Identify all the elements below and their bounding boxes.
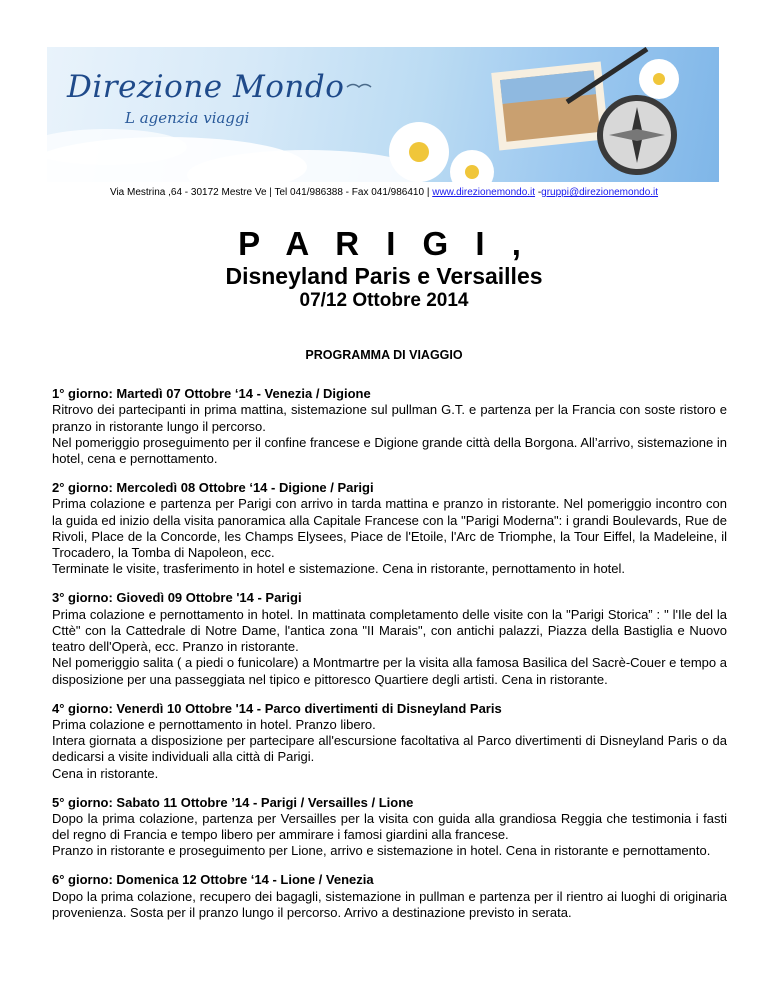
day-paragraph: Dopo la prima colazione, partenza per Versailles per la visita con guida alla grandiosa Reggia che testimonia i fasti del regno di Francia e tempo libero per ammirare i famosi giardini alla francese. xyxy=(52,810,727,843)
colosseum-photo xyxy=(491,61,609,150)
day-block xyxy=(52,701,727,782)
brand-logo: Direzione Mondo xyxy=(67,69,345,105)
page-title: P A R I G I , xyxy=(238,225,530,262)
flower-icon xyxy=(450,150,494,182)
day-paragraph: Prima colazione e pernottamento in hotel. In mattinata completamento delle visite con la "Parigi Storica” : " l'Ile del la Cttè" con la Cattedrale di Notre Dame, l'antica zona "II Marais", con antichi palazzi, Piazza della Bastiglia e Nuovo teatro dell'Operà, ecc. Pranzo in ristorante. xyxy=(52,606,727,655)
trip-dates: 07/12 Ottobre 2014 xyxy=(299,290,469,311)
day-title: 1° giorno: Martedì 07 Ottobre ‘14 - Venezia / Digione xyxy=(52,386,371,401)
day-paragraph: Nel pomeriggio proseguimento per il confine francese e Digione grande città della Borgona. All’arrivo, sistemazione in hotel, cena e pernottamento. xyxy=(52,434,727,467)
email-link[interactable]: gruppi@direzionemondo.it xyxy=(541,187,659,198)
day-title: 3° giorno: Giovedì 09 Ottobre '14 - Parigi xyxy=(52,590,302,606)
website-link[interactable]: www.direzionemondo.it xyxy=(432,187,536,198)
day-paragraph: Prima colazione e pernottamento in hotel. Pranzo libero. xyxy=(52,716,376,732)
day-title: 4° giorno: Venerdì 10 Ottobre '14 - Parco divertimenti di Disneyland Paris xyxy=(52,700,502,716)
section-title: PROGRAMMA DI VIAGGIO xyxy=(305,348,463,362)
flower-icon xyxy=(639,59,679,99)
brand-tagline: L agenzia viaggi xyxy=(125,109,250,127)
day-paragraph: Ritrovo dei partecipanti in prima mattina, sistemazione sul pullman G.T. e partenza per la Francia con soste ristoro e pranzo in ristorante lungo il percorso. xyxy=(52,402,727,434)
day-block xyxy=(52,590,727,688)
day-paragraph: Intera giornata a disposizione per partecipare all'escursione facoltativa al Parco divertimenti di Disneyland Paris o da dedicarsi a visite individuali alla città di Parigi. xyxy=(52,733,727,765)
compass-icon xyxy=(597,95,677,175)
bird-icon xyxy=(347,85,371,88)
day-title: 6° giorno: Domenica 12 Ottobre ‘14 - Lione / Venezia xyxy=(52,872,374,888)
day-paragraph: Terminate le visite, trasferimento in hotel e sistemazione. Cena in ristorante, pernottamento in hotel. xyxy=(52,561,626,577)
page-subtitle: Disneyland Paris e Versailles xyxy=(225,263,543,289)
header-banner xyxy=(47,47,719,182)
flower-icon xyxy=(389,122,449,182)
contact-line xyxy=(0,187,768,198)
day-paragraph: Pranzo in ristorante e proseguimento per Lione, arrivo e sistemazione in hotel. Cena in ristorante e pernottamento. xyxy=(52,843,711,859)
contact-separator: - xyxy=(535,187,542,198)
day-paragraph: Prima colazione e partenza per Parigi con arrivo in tarda mattina e pranzo in ristorante. Nel pomeriggio incontro con la guida ed inizio della visita panoramica alla Capitale Francese con la "Parigi Moderna": i grandi Boulevards, Rue de Rivoli, Place de la Concorde, les Champs Elysees, Piace de l'Etoile, l'Arc de Triomphe, la Tour Eiffel, la Madeleine, il Trocadero, la Tomba di Napoleon, ecc. xyxy=(52,496,727,561)
day-title: 2° giorno: Mercoledì 08 Ottobre ‘14 - Digione / Parigi xyxy=(52,479,374,495)
day-paragraph: Dopo la prima colazione, recupero dei bagagli, sistemazione in pullman e partenza per il rientro ai luoghi di originaria provenienza. Sosta per il pranzo lungo il percorso. Arrivo a destinazione previsto in serata. xyxy=(52,888,727,920)
day-title: 5° giorno: Sabato 11 Ottobre ’14 - Parigi / Versailles / Lione xyxy=(52,794,414,810)
day-block xyxy=(52,872,727,921)
itinerary xyxy=(52,386,727,934)
day-paragraph: Nel pomeriggio salita ( a piedi o funicolare) a Montmartre per la visita alla famosa Basilica del Sacrè-Couer e tempo a disposizione per una passeggiata nel tipico e pittoresco Quartiere degli artisti. Cena in ristorante. xyxy=(52,655,727,687)
contact-address: Via Mestrina ,64 - 30172 Mestre Ve | Tel 041/986388 - Fax 041/986410 | xyxy=(109,187,433,198)
day-block xyxy=(52,795,727,860)
day-paragraph: Cena in ristorante. xyxy=(52,765,159,781)
day-block xyxy=(52,480,727,578)
day-block xyxy=(52,386,727,467)
